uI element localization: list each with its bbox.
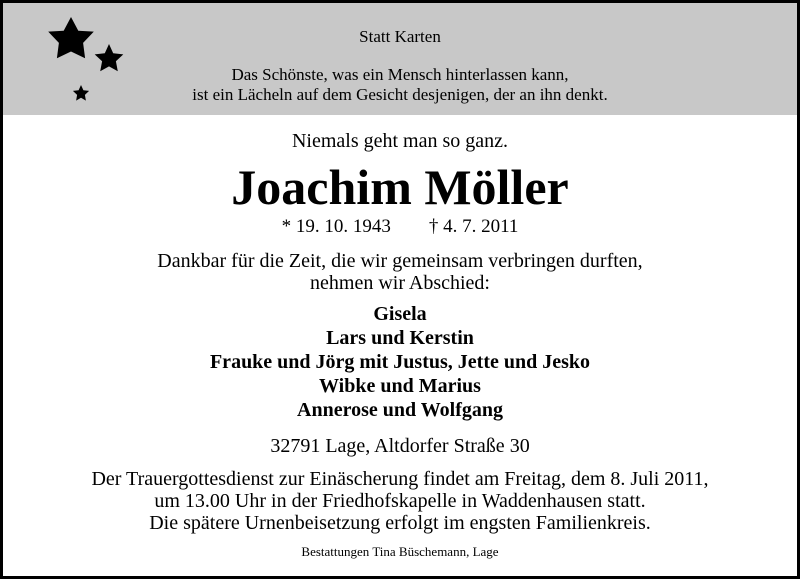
thanks-line-2: nehmen wir Abschied:	[310, 272, 490, 294]
undertaker: Bestattungen Tina Büschemann, Lage	[301, 544, 499, 559]
mourner: Wibke und Marius	[319, 375, 481, 397]
quote-line-2: ist ein Lächeln auf dem Gesicht desjenigen, der an ihn denkt.	[192, 85, 608, 104]
mourner: Lars und Kerstin	[326, 327, 474, 349]
service-line-3: Die spätere Urnenbeisetzung erfolgt im engsten Familienkreis.	[149, 512, 651, 534]
address: 32791 Lage, Altdorfer Straße 30	[270, 435, 530, 457]
service-line-2: um 13.00 Uhr in der Friedhofskapelle in Waddenhausen statt.	[154, 490, 646, 512]
mourner: Frauke und Jörg mit Justus, Jette und Jesko	[209, 351, 591, 373]
thanks-line-1: Dankbar für die Zeit, die wir gemeinsam verbringen durften,	[157, 250, 643, 272]
header-band	[3, 3, 797, 115]
life-dates	[3, 216, 797, 238]
header-kicker: Statt Karten	[359, 27, 441, 46]
death-date: † 4. 7. 2011	[428, 216, 519, 237]
mourner: Annerose und Wolfgang	[297, 399, 503, 421]
service-line-1: Der Trauergottesdienst zur Einäscherung findet am Freitag, dem 8. Juli 2011,	[91, 468, 709, 490]
quote-line-1: Das Schönste, was ein Mensch hinterlassen kann,	[231, 65, 569, 84]
motto: Niemals geht man so ganz.	[291, 130, 509, 152]
mourner: Gisela	[373, 303, 427, 325]
birth-date: * 19. 10. 1943	[281, 216, 391, 237]
deceased-name: Joachim Möller	[231, 159, 569, 215]
